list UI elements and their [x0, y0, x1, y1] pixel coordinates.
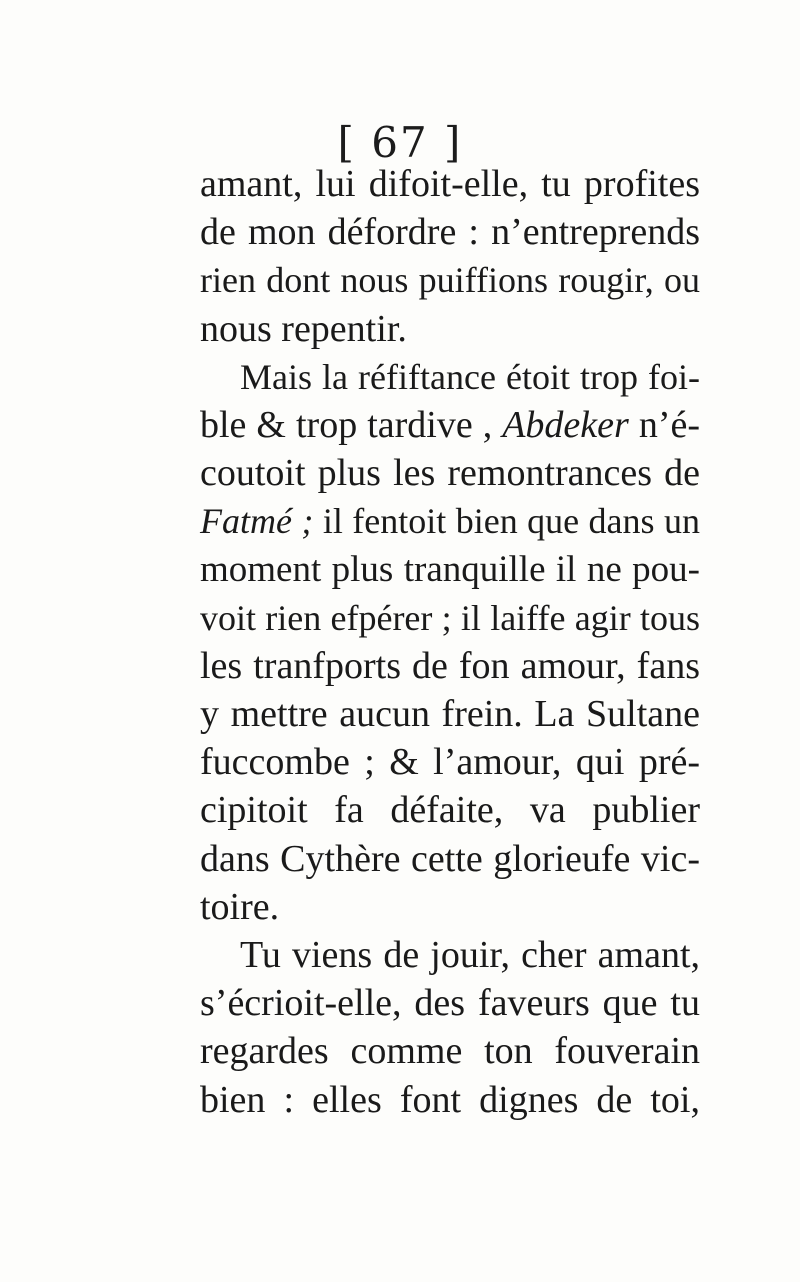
line-text: s’écrioit-elle, des faveurs que tu — [200, 982, 700, 1025]
text-line — [200, 546, 700, 594]
text-line — [200, 642, 700, 690]
line-text: Tu viens de jouir, cher amant, — [240, 934, 700, 976]
line-text: toire. — [200, 885, 280, 928]
line-text: les tranfports de fon amour, fans — [200, 644, 700, 687]
line-text: dans Cythère cette glorieufe vic- — [200, 837, 700, 880]
text-line — [200, 497, 700, 545]
line-text: amant, lui difoit-elle, tu profites — [200, 163, 700, 205]
text-line — [200, 208, 700, 256]
text-line — [200, 690, 700, 738]
text-line — [200, 738, 700, 786]
text-line — [200, 160, 700, 208]
text-line — [200, 449, 700, 497]
italic-name: Fatmé ; — [200, 501, 314, 542]
line-text: rien dont nous puiffions rougir, ou — [200, 260, 700, 301]
line-text: il fentoit bien que dans un — [313, 501, 700, 542]
line-text: fuccombe ; & l’amour, qui pré- — [200, 741, 700, 784]
text-line — [200, 835, 700, 883]
text-line — [200, 401, 700, 449]
line-text: regardes comme ton fouverain — [200, 1030, 700, 1073]
line-text: de mon défordre : n’entreprends — [200, 211, 700, 254]
text-line — [200, 305, 700, 353]
body-text — [200, 160, 700, 1124]
line-text: cipitoit fa défaite, va publier — [200, 789, 700, 832]
line-text: n’é- — [628, 403, 700, 446]
page-number: [ 67 ] — [337, 118, 463, 167]
line-text: voit rien efpérer ; il laiffe agir tous — [200, 597, 700, 638]
line-text: moment plus tranquille il ne pou- — [200, 548, 700, 590]
text-line — [200, 979, 700, 1027]
line-text: Mais la réfiftance étoit trop foi- — [240, 356, 700, 397]
text-line — [200, 931, 700, 979]
text-line — [200, 786, 700, 834]
line-text: nous repentir. — [200, 307, 407, 350]
line-text: ble & trop tardive , — [200, 403, 503, 446]
text-line — [200, 353, 700, 401]
text-line — [200, 1027, 700, 1075]
text-line — [200, 256, 700, 304]
text-line — [200, 1076, 700, 1124]
text-line — [200, 883, 700, 931]
line-text: bien : elles font dignes de toi, — [200, 1078, 700, 1121]
line-text: y mettre aucun frein. La Sultane — [200, 693, 700, 736]
line-text: coutoit plus les remontrances de — [200, 452, 700, 495]
text-line — [200, 594, 700, 642]
italic-name: Abdeker — [502, 403, 629, 446]
